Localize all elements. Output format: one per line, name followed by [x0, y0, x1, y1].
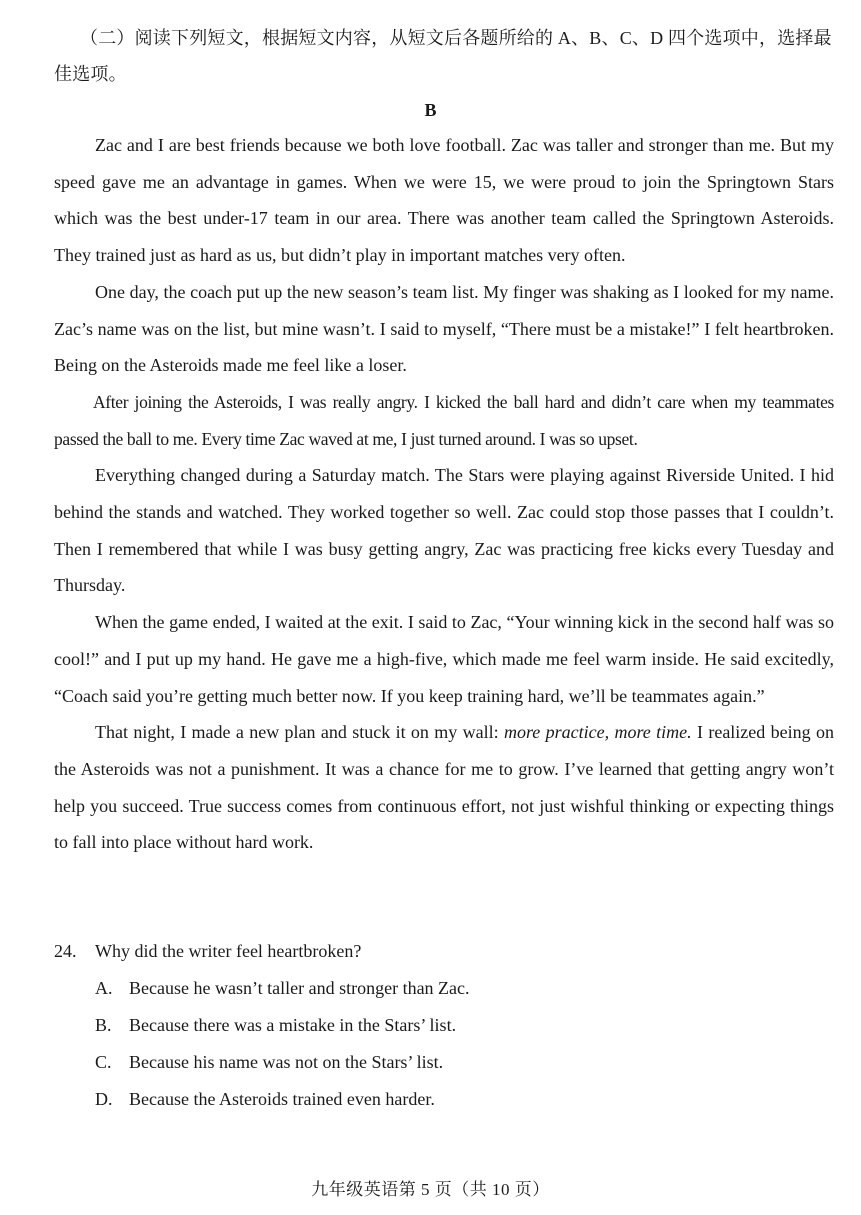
- option-text: Because he wasn’t taller and stronger than Zac.: [129, 978, 470, 998]
- passage-heading: B: [424, 100, 437, 120]
- paragraph-6-lead: That night, I made a new plan and stuck it on my wall:: [95, 722, 504, 743]
- option-b[interactable]: [54, 1007, 834, 1044]
- option-text: Because the Asteroids trained even harder.: [129, 1089, 435, 1109]
- question-text: Why did the writer feel heartbroken?: [95, 941, 362, 961]
- passage-paragraph-6: [54, 714, 834, 861]
- option-letter: D.: [95, 1089, 113, 1109]
- question-24: [54, 933, 834, 1118]
- plan-quote: more practice, more time.: [503, 722, 692, 743]
- option-text: Because his name was not on the Stars’ list.: [129, 1052, 444, 1072]
- option-c[interactable]: [54, 1044, 834, 1081]
- section-instruction: （二）阅读下列短文，根据短文内容，从短文后各题所给的 A、B、C、D 四个选项中，选择最佳选项。: [54, 28, 832, 84]
- question-stem: [54, 933, 834, 970]
- option-letter: B.: [95, 1015, 112, 1035]
- option-letter: C.: [95, 1052, 112, 1072]
- option-a[interactable]: [54, 970, 834, 1007]
- option-d[interactable]: [54, 1081, 834, 1118]
- reading-passage: [54, 127, 834, 861]
- passage-paragraph-2: One day, the coach put up the new season’s team list. My finger was shaking as I looked for my name. Zac’s name was on the list, but mine wasn’t. I said to myself, “There must be a mistake!” I felt heartbroken. Being on the Asteroids made me feel like a loser.: [54, 281, 834, 376]
- passage-paragraph-4: Everything changed during a Saturday match. The Stars were playing against Riverside United. I hid behind the stands and watched. They worked together so well. Zac could stop those passes that I couldn’t. Then I remembered that while I was busy getting angry, Zac was practicing free kicks every Tuesday and Thursday.: [54, 465, 834, 596]
- passage-paragraph-5: When the game ended, I waited at the exit. I said to Zac, “Your winning kick in the second half was so cool!” and I put up my hand. He gave me a high-five, which made me feel warm inside. He said excitedly, “Coach said you’re getting much better now. If you keep training hard, we’ll be teammates again.”: [54, 612, 834, 706]
- passage-paragraph-1: Zac and I are best friends because we both love football. Zac was taller and stronger than me. But my speed gave me an advantage in games. When we were 15, we were proud to join the Springtown Stars which was the best under-17 team in our area. There was another team called the Springtown Asteroids. They trained just as hard as us, but didn’t play in important matches very often.: [54, 135, 834, 266]
- option-text: Because there was a mistake in the Stars’ list.: [129, 1015, 457, 1035]
- page-footer: 九年级英语第 5 页（共 10 页）: [311, 1180, 550, 1199]
- paragraph-6-rest: I realized being on the Asteroids was not a punishment. It was a chance for me to grow. I’ve learned that getting angry won’t help you succeed. True success comes from continuous effort, not just wishful thinking or expecting things to fall into place without hard work.: [54, 722, 834, 853]
- option-letter: A.: [95, 978, 113, 998]
- passage-paragraph-3: After joining the Asteroids, I was really angry. I kicked the ball hard and didn’t care when my teammates passed the ball to me. Every time Zac waved at me, I just turned around. I was so upset.: [54, 391, 834, 449]
- question-number: 24.: [54, 941, 77, 961]
